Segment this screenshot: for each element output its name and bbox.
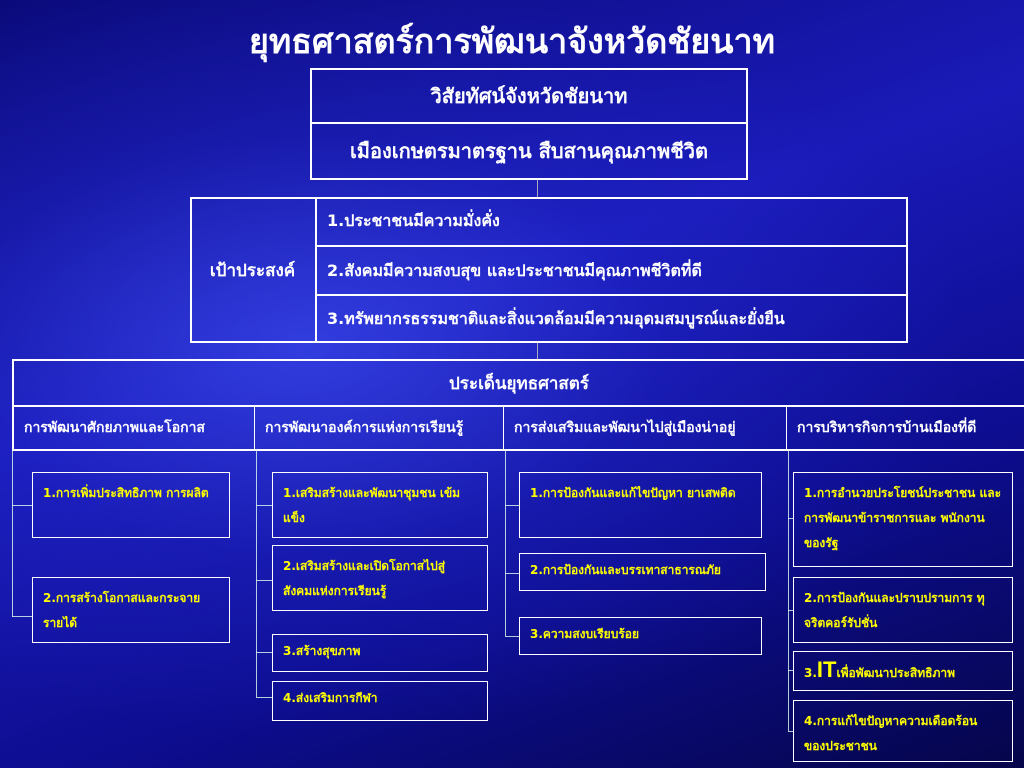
issue-4-item-2: 2.การป้องกันและปราบปรามการ ทุจริตคอร์รัปชั่น	[793, 577, 1013, 643]
vision-title-box: วิสัยทัศน์จังหวัดชัยนาท	[310, 68, 748, 124]
tree-line	[505, 636, 519, 637]
issue-3-item-3: 3.ความสงบเรียบร้อย	[519, 617, 762, 655]
issue-col-1-title: การพัฒนาศักยภาพและโอกาส	[12, 407, 255, 451]
issue-4-item-3	[793, 651, 1013, 691]
tree-line	[256, 697, 272, 698]
tree-line	[256, 580, 272, 581]
tree-line	[12, 451, 13, 617]
tree-line	[256, 652, 272, 653]
issue-2-item-3: 3.สร้างสุขภาพ	[272, 634, 488, 672]
goal-item-2: 2.สังคมมีความสงบสุข และประชาชนมีคุณภาพชีวิตที่ดี	[327, 260, 702, 280]
tree-line	[256, 505, 272, 506]
vision-text-box: เมืองเกษตรมาตรฐาน สืบสานคุณภาพชีวิต	[310, 124, 748, 180]
issue-4-item-4: 4.การแก้ไขปัญหาความเดือดร้อน ของประชาชน	[793, 700, 1013, 762]
it-label: IT	[816, 657, 837, 682]
strategic-issues-header: ประเด็นยุทธศาสตร์	[12, 359, 1024, 407]
issue-col-4-title: การบริหารกิจการบ้านเมืองที่ดี	[787, 407, 1024, 451]
page-title: ยุทธศาสตร์การพัฒนาจังหวัดชัยนาท	[248, 22, 776, 62]
tree-line	[505, 451, 506, 636]
issue-4-item-1: 1.การอำนวยประโยชน์ประชาชน และการพัฒนาข้าราชการและ พนักงานของรัฐ	[793, 472, 1013, 567]
goal-item-1: 1.ประชาชนมีความมั่งคั่ง	[327, 210, 500, 230]
goals-label: เป้าประสงค์	[190, 197, 317, 343]
issue-2-item-2: 2.เสริมสร้างและเปิดโอกาสไปสู่ สังคมแห่งการเรียนรู้	[272, 545, 488, 611]
tree-line	[505, 505, 519, 506]
connector-vision-goals	[537, 180, 538, 197]
tree-line	[505, 573, 519, 574]
tree-line	[788, 451, 789, 731]
item-number: 3.	[804, 666, 817, 680]
issue-2-item-4: 4.ส่งเสริมการกีฬา	[272, 681, 488, 721]
item-text: เพื่อพัฒนาประสิทธิภาพ	[836, 666, 956, 680]
issue-1-item-1: 1.การเพิ่มประสิทธิภาพ การผลิต	[32, 472, 230, 538]
goal-item-3: 3.ทรัพยากรธรรมชาติและสิ่งแวดล้อมมีความอุดมสมบูรณ์และยั่งยืน	[327, 308, 785, 328]
issue-2-item-1: 1.เสริมสร้างและพัฒนาชุมชน เข้มแข็ง	[272, 472, 488, 538]
issue-col-2-title: การพัฒนาองค์การแห่งการเรียนรู้	[255, 407, 504, 451]
tree-line	[256, 451, 257, 697]
tree-line	[12, 616, 32, 617]
issue-col-3-title: การส่งเสริมและพัฒนาไปสู่เมืองน่าอยู่	[504, 407, 787, 451]
issue-3-item-2: 2.การป้องกันและบรรเทาสาธารณภัย	[519, 553, 766, 591]
tree-line	[12, 505, 32, 506]
issue-3-item-1: 1.การป้องกันและแก้ไขปัญหา ยาเสพติด	[519, 472, 762, 538]
issue-1-item-2: 2.การสร้างโอกาสและกระจาย รายได้	[32, 577, 230, 643]
connector-goals-issues	[537, 343, 538, 359]
